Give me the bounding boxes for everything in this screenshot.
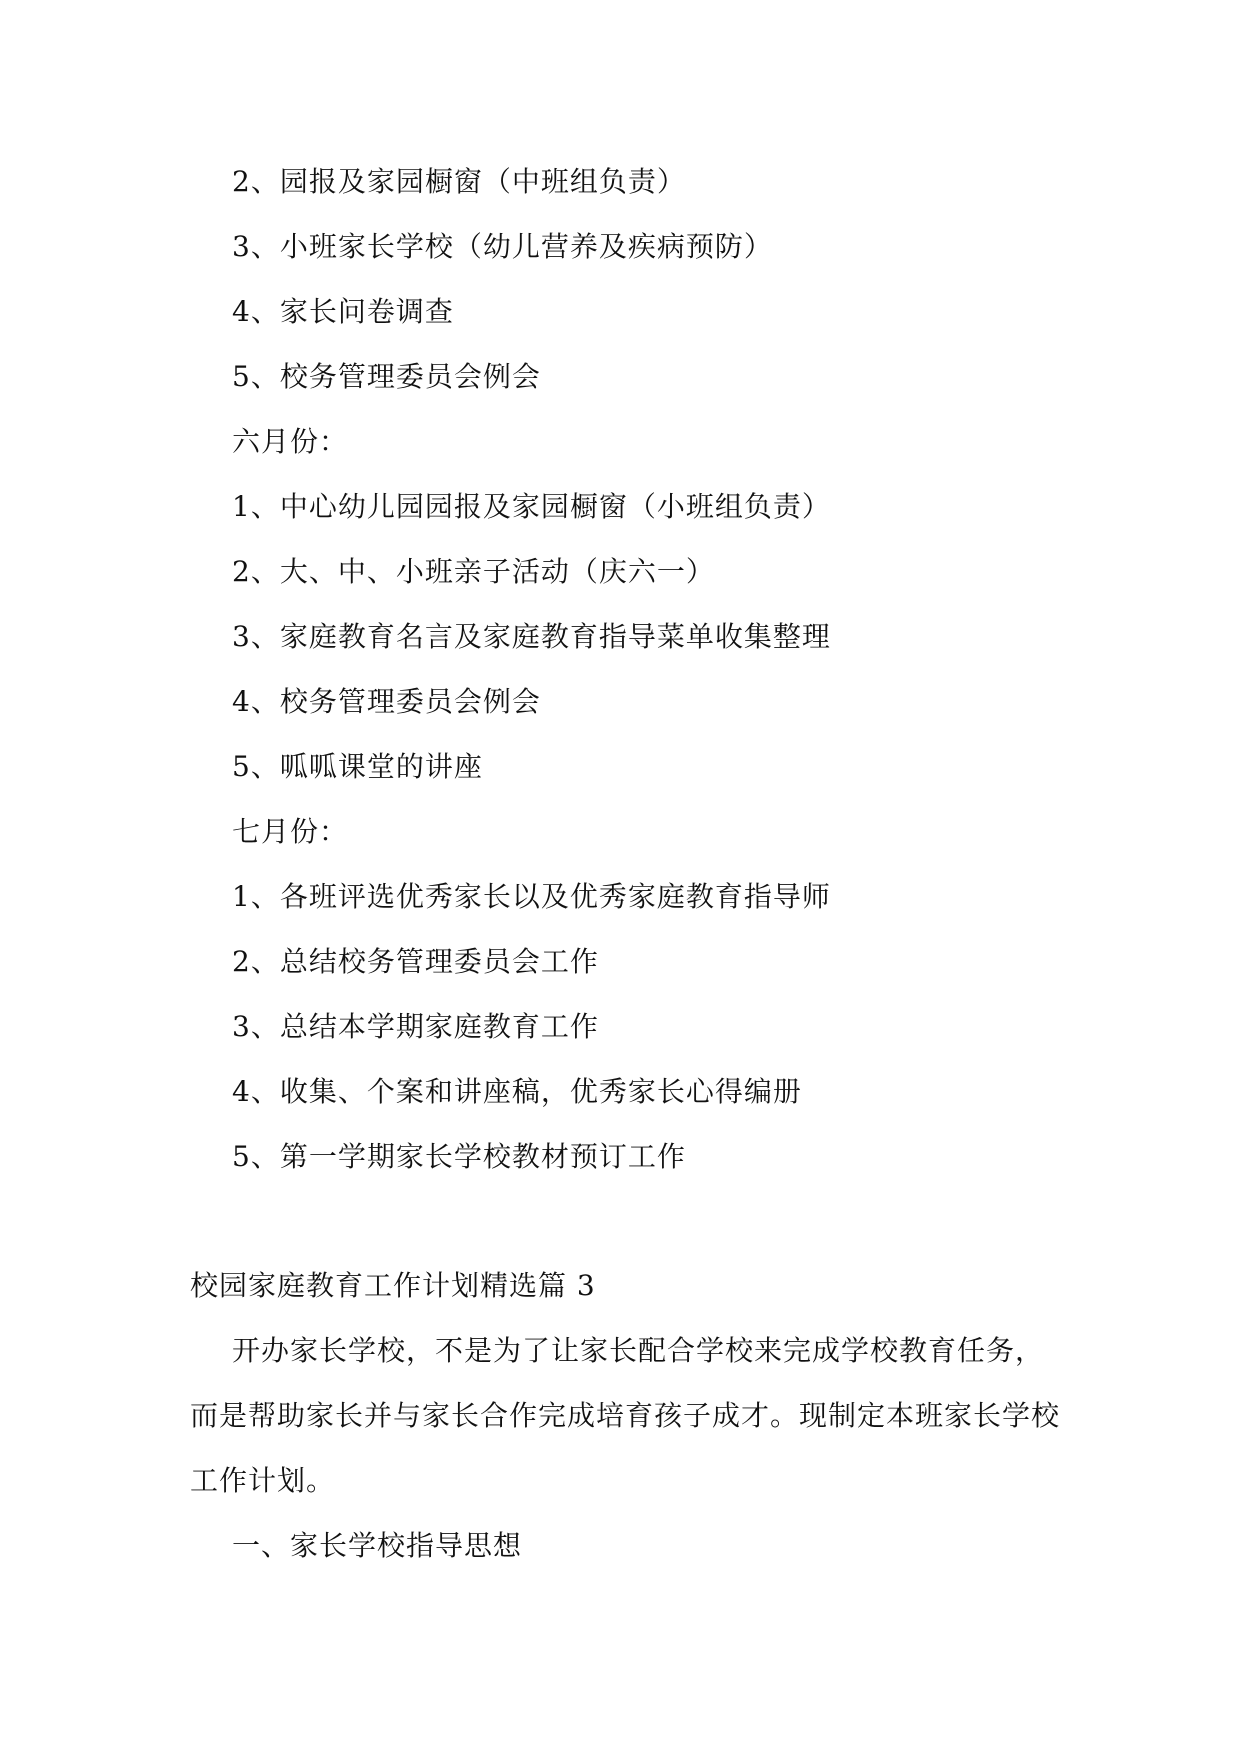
paragraph-line: 工作计划。 — [190, 1464, 336, 1497]
list-item: 4、收集、个案和讲座稿，优秀家长心得编册 — [232, 1075, 802, 1108]
list-item: 5、校务管理委员会例会 — [232, 360, 541, 393]
list-item: 2、总结校务管理委员会工作 — [232, 945, 599, 978]
list-item: 2、大、中、小班亲子活动（庆六一） — [232, 555, 715, 588]
list-item: 3、家庭教育名言及家庭教育指导菜单收集整理 — [232, 620, 831, 653]
list-item: 5、呱呱课堂的讲座 — [232, 750, 483, 783]
list-item: 5、第一学期家长学校教材预订工作 — [232, 1140, 686, 1173]
list-item: 3、总结本学期家庭教育工作 — [232, 1010, 599, 1043]
list-item: 4、校务管理委员会例会 — [232, 685, 541, 718]
list-item: 3、小班家长学校（幼儿营养及疾病预防） — [232, 230, 773, 263]
list-item: 1、中心幼儿园园报及家园橱窗（小班组负责） — [232, 490, 831, 523]
month-heading-july: 七月份： — [232, 815, 349, 848]
list-item: 4、家长问卷调查 — [232, 295, 454, 328]
article-title: 校园家庭教育工作计划精选篇 3 — [190, 1269, 596, 1302]
list-item: 1、各班评选优秀家长以及优秀家庭教育指导师 — [232, 880, 831, 913]
paragraph-line: 而是帮助家长并与家长合作完成培育孩子成才。现制定本班家长学校 — [190, 1399, 1061, 1432]
section-heading: 一、家长学校指导思想 — [232, 1529, 523, 1562]
list-item: 2、园报及家园橱窗（中班组负责） — [232, 165, 686, 198]
month-heading-june: 六月份： — [232, 425, 349, 458]
paragraph-line: 开办家长学校，不是为了让家长配合学校来完成学校教育任务， — [232, 1334, 1045, 1367]
